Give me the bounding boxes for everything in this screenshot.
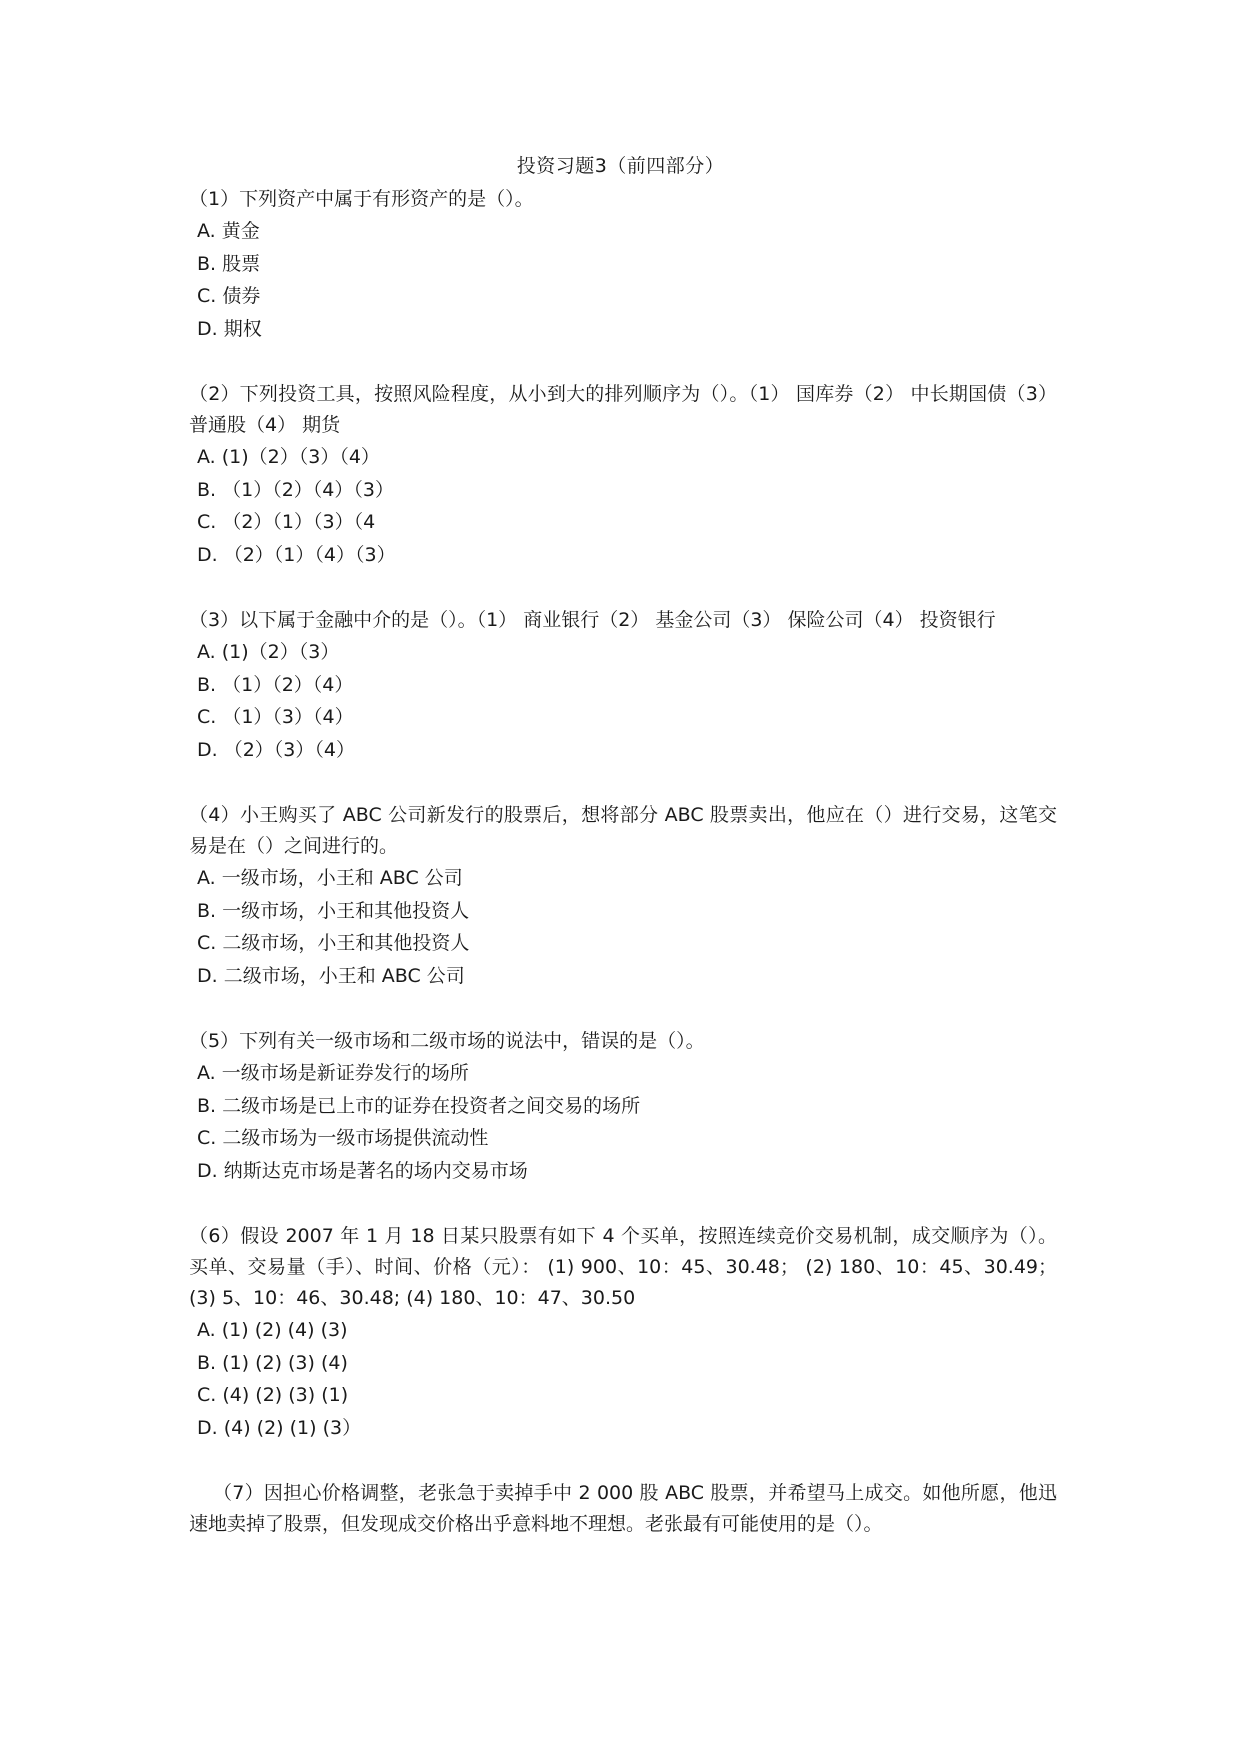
option-b: B. （1）（2）（4）（3） [197, 478, 394, 501]
option-c: C. （1）（3）（4） [197, 706, 354, 728]
question-2 [189, 379, 1057, 571]
question-3 [189, 605, 1057, 766]
question-7 [189, 1478, 1057, 1540]
option-a: A. 黄金 [197, 220, 260, 242]
option-d: D. (4) (2) (1) (3） [197, 1416, 362, 1439]
option-a: A. (1) (2) (4) (3) [197, 1319, 348, 1341]
option-c: C. 二级市场，小王和其他投资人 [197, 932, 470, 954]
question-stem: （2）下列投资工具，按照风险程度，从小到大的排列顺序为（）。（1） 国库券（2） 中长期国债（3） 普通股（4） 期货 [189, 383, 1057, 436]
document-title: 投资习题3（前四部分） [516, 155, 725, 177]
option-b: B. (1) (2) (3) (4) [197, 1351, 348, 1374]
question-stem: （1）下列资产中属于有形资产的是（）。 [189, 188, 534, 210]
option-d: D. （2）（3）（4） [197, 738, 355, 761]
option-d: D. 期权 [197, 317, 262, 340]
question-5 [189, 1026, 1057, 1187]
question-list [189, 184, 1057, 1540]
question-stem: （4）小王购买了 ABC 公司新发行的股票后，想将部分 ABC 股票卖出，他应在（）进行交易，这笔交易是在（）之间进行的。 [189, 804, 1057, 857]
question-6 [189, 1221, 1057, 1444]
option-d: D. （2）（1）（4）（3） [197, 543, 396, 566]
option-b: B. （1）（2）（4） [197, 673, 354, 696]
option-d: D. 二级市场，小王和 ABC 公司 [197, 964, 465, 987]
option-c: C. 二级市场为一级市场提供流动性 [197, 1127, 489, 1149]
question-4 [189, 800, 1057, 992]
question-stem: （5）下列有关一级市场和二级市场的说法中，错误的是（）。 [189, 1030, 705, 1052]
option-a: A. (1)（2）（3）（4） [197, 446, 380, 468]
question-stem: （6）假设 2007 年 1 月 18 日某只股票有如下 4 个买单，按照连续竞价交易机制，成交顺序为（）。买单、交易量（手）、时间、价格（元）： (1) 900、10：45、30.48； (2) 180、10：45、30.49； (3) 5、10：46、30.48; (4) 180、10：47、30.50 [189, 1225, 1057, 1309]
question-stem: （7）因担心价格调整，老张急于卖掉手中 2 000 股 ABC 股票，并希望马上成交。如他所愿，他迅速地卖掉了股票，但发现成交价格出乎意料地不理想。老张最有可能使用的是（）。 [189, 1482, 1057, 1535]
option-c: C. （2）（1）（3）（4 [197, 511, 376, 533]
option-c: C. (4) (2) (3) (1) [197, 1384, 349, 1406]
option-c: C. 债券 [197, 285, 261, 307]
question-1 [189, 184, 1057, 345]
option-a: A. 一级市场，小王和 ABC 公司 [197, 867, 463, 889]
option-d: D. 纳斯达克市场是著名的场内交易市场 [197, 1159, 528, 1182]
option-b: B. 二级市场是已上市的证券在投资者之间交易的场所 [197, 1094, 641, 1117]
option-b: B. 一级市场，小王和其他投资人 [197, 899, 470, 922]
option-b: B. 股票 [197, 252, 261, 275]
option-a: A. (1)（2）（3） [197, 641, 340, 663]
option-a: A. 一级市场是新证券发行的场所 [197, 1062, 469, 1084]
question-stem: （3）以下属于金融中介的是（）。（1） 商业银行（2） 基金公司（3） 保险公司（4） 投资银行 [189, 609, 996, 631]
